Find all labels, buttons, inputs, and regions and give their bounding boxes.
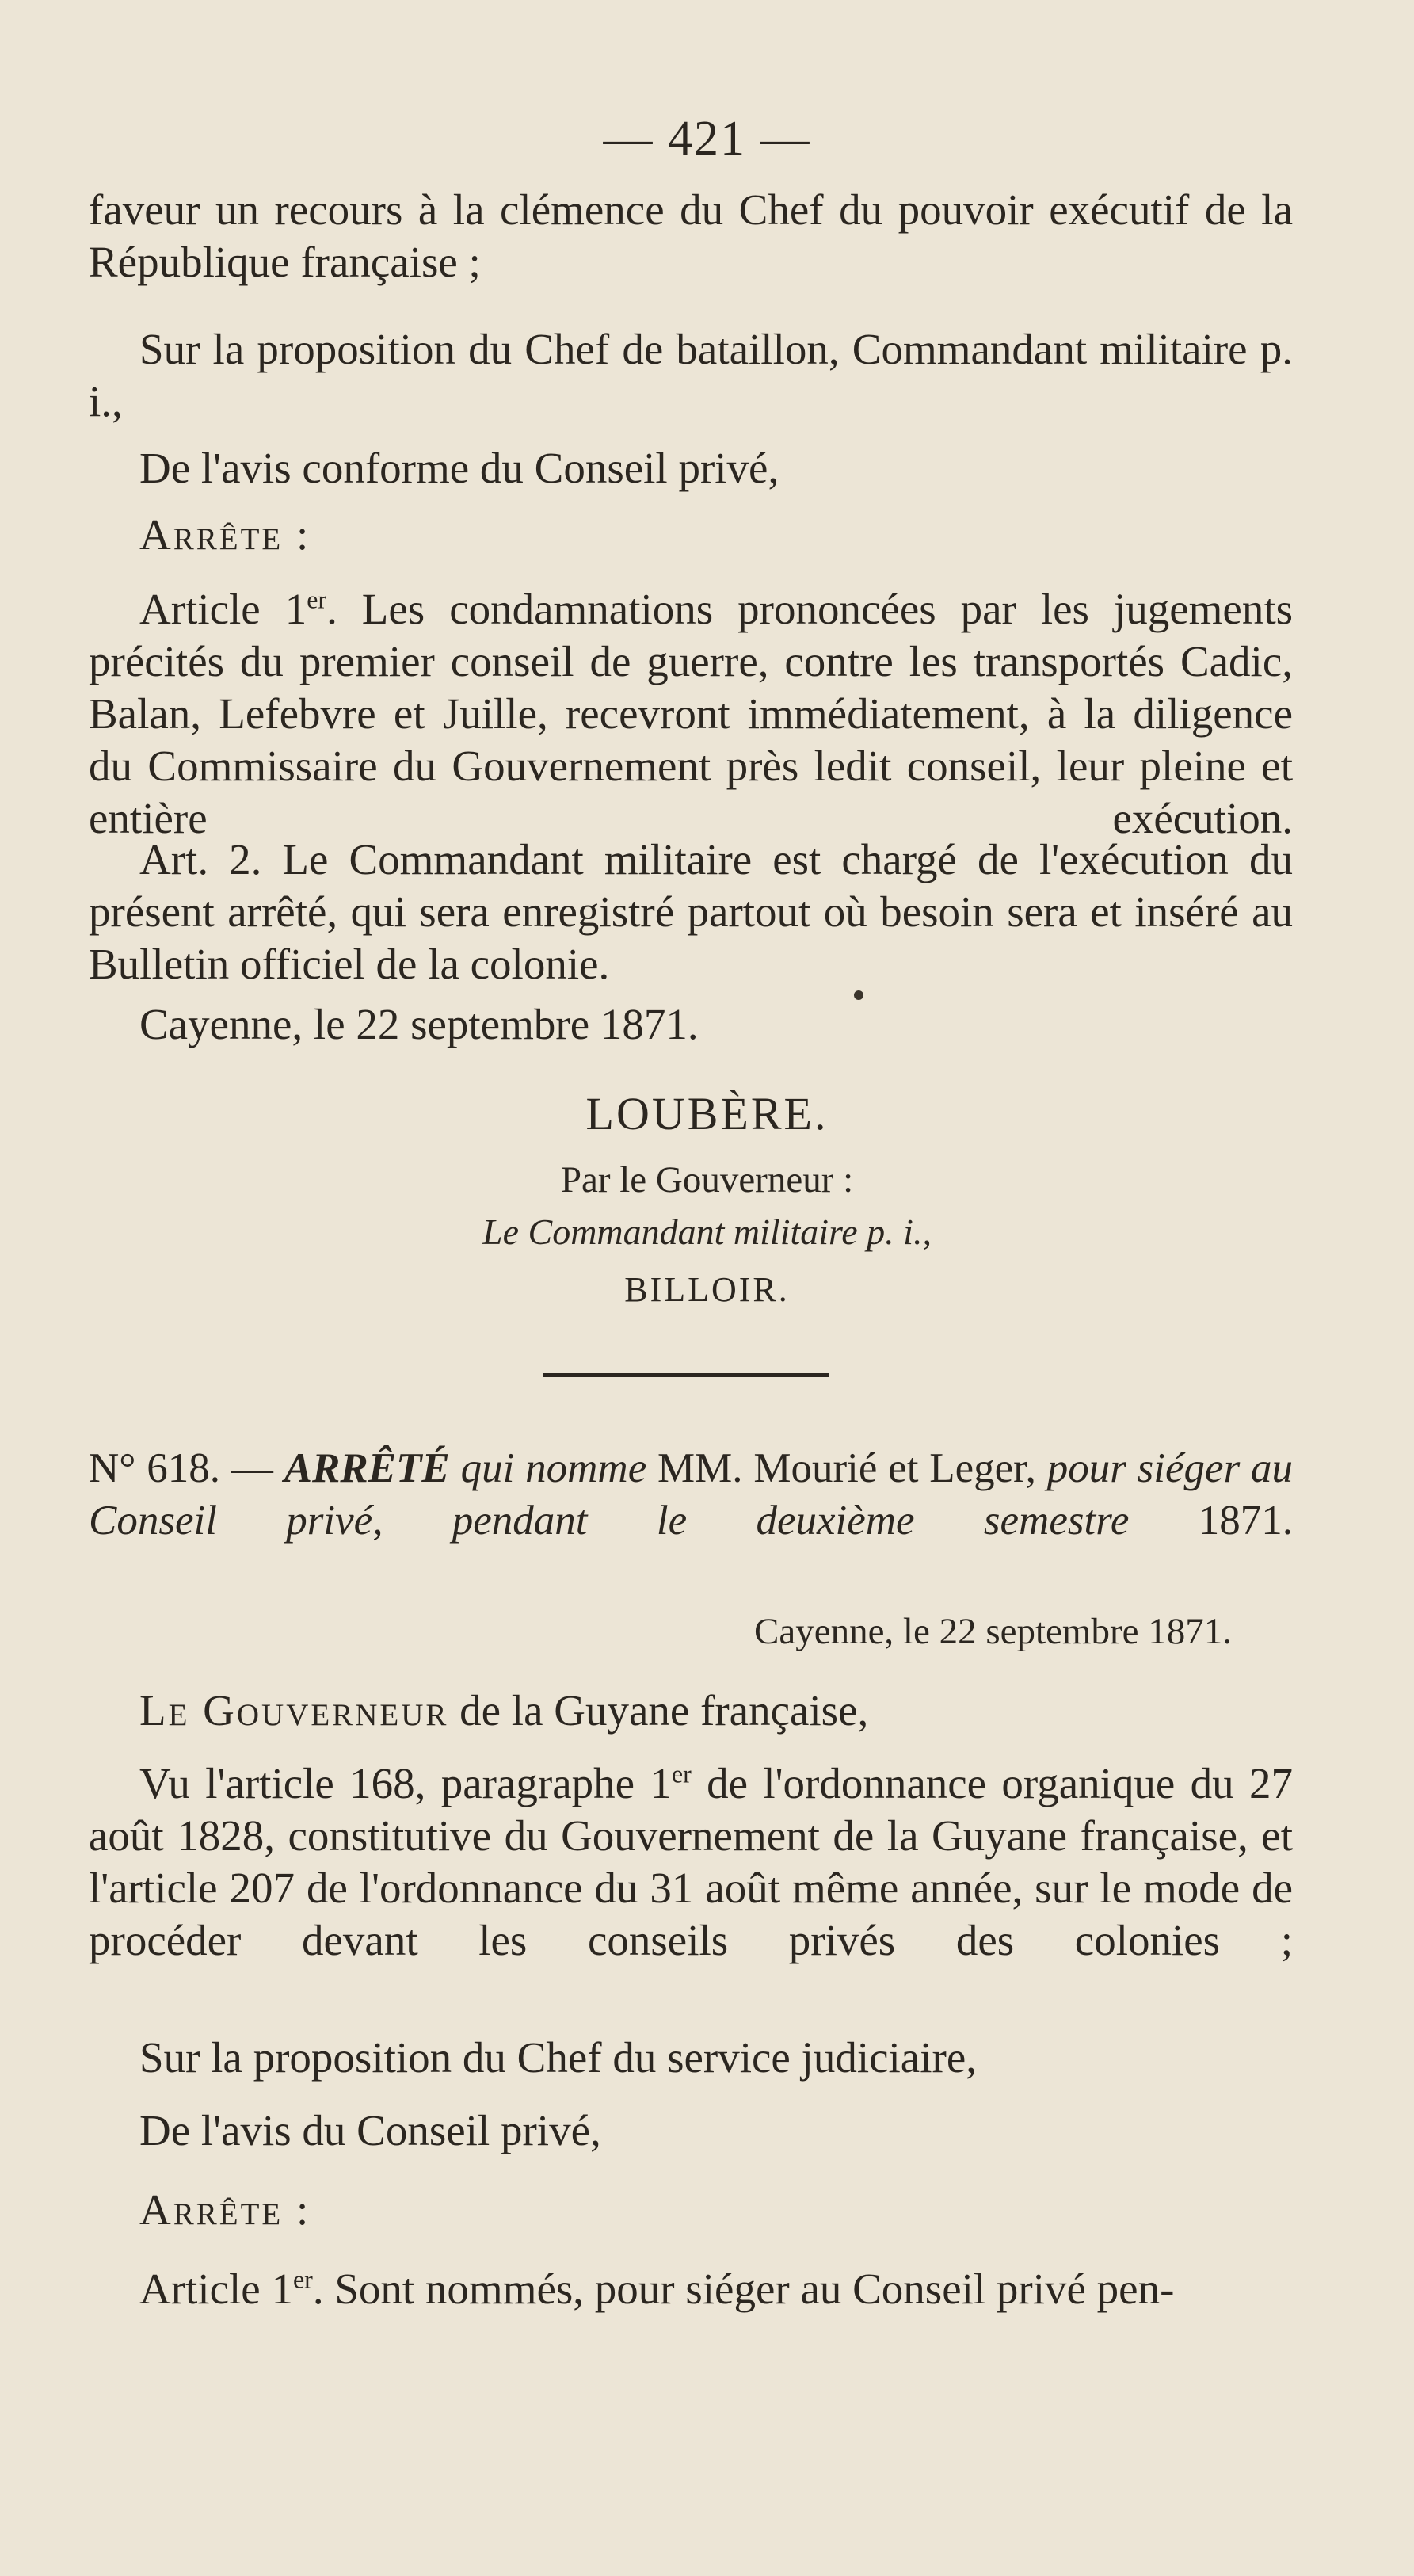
sur-paragraph: Sur la proposition du Chef du service judiciaire, (139, 2033, 977, 2082)
gouverneur-paragraph (89, 1685, 1293, 1737)
decree-year: 1871. (1198, 1498, 1293, 1544)
paragraph-faveur: faveur un recours à la clémence du Chef du pouvoir exécutif de la République française ; (89, 185, 1293, 286)
article-1b-sup: er (292, 2265, 313, 2294)
section-divider (543, 1373, 829, 1377)
article-1-text: . Les condamnations prononcées par les jugements précités du premier conseil de guerre, contre les transportés Cadic, Balan, Lefebvre et Juille, recevront immédiatement, à la diligence du Commissaire du Gouvernement près ledit conseil, leur pleine et entière exécution. (89, 585, 1293, 842)
vu-lead: Vu l'article 168, paragraphe 1 (139, 1759, 672, 1807)
signature-par-le-gouverneur: Par le Gouverneur : (560, 1159, 854, 1200)
signature-role: Le Commandant militaire p. i., (482, 1212, 932, 1252)
article-2-paragraph: Art. 2. Le Commandant militaire est chargé de l'exécution du présent arrêté, qui sera enregistré partout où besoin sera et inséré au Bulletin officiel de la colonie. (89, 835, 1293, 988)
signature-loubere: LOUBÈRE. (585, 1088, 829, 1139)
decree-names: MM. Mourié et Leger, (657, 1445, 1036, 1491)
arrete-heading-2: Arrête : (139, 2185, 311, 2234)
article-1b-paragraph (89, 2263, 1293, 2315)
decree-title-b: pour siéger au Conseil privé, pendant le deuxième semestre (89, 1445, 1294, 1544)
article-1-sup: er (307, 585, 327, 614)
signature-billoir: BILLOIR. (624, 1270, 790, 1309)
article-1b-text: . Sont nommés, pour siéger au Conseil privé pen- (312, 2265, 1175, 2313)
gouverneur-title: Le Gouverneur (139, 1686, 449, 1735)
decree-heading (89, 1442, 1293, 1547)
arrete-heading-1: Arrête : (139, 510, 311, 559)
article-1-paragraph (89, 583, 1293, 845)
decree-title-a: qui nomme (460, 1445, 647, 1491)
avis-paragraph: De l'avis du Conseil privé, (139, 2106, 601, 2154)
ink-speck (854, 990, 863, 1000)
decree-number: N° 618. — (89, 1445, 273, 1491)
paragraph-avis-conforme: De l'avis conforme du Conseil privé, (139, 444, 779, 492)
dateline-1: Cayenne, le 22 septembre 1871. (139, 1000, 699, 1048)
decree-heading-line (89, 1442, 1293, 1547)
dateline-2: Cayenne, le 22 septembre 1871. (754, 1611, 1232, 1652)
gouverneur-rest: de la Guyane française, (459, 1686, 869, 1735)
page-number: — 421 — (603, 112, 811, 166)
vu-text: de l'ordonnance organique du 27 août 1828, constitutive du Gouvernement de la Guyane française, et l'article 207 de l'ordonnance du 31 août même année, sur le mode de procéder devant les conseils privés des colonies ; (89, 1759, 1293, 1964)
article-1b-lead: Article 1 (139, 2265, 293, 2313)
decree-title-word: ARRÊTÉ (284, 1445, 450, 1491)
vu-paragraph (89, 1757, 1293, 1967)
vu-sup: er (671, 1759, 692, 1788)
article-1-lead: Article 1 (139, 585, 307, 633)
paragraph-proposition: Sur la proposition du Chef de bataillon, Commandant militaire p. i., (89, 325, 1293, 426)
